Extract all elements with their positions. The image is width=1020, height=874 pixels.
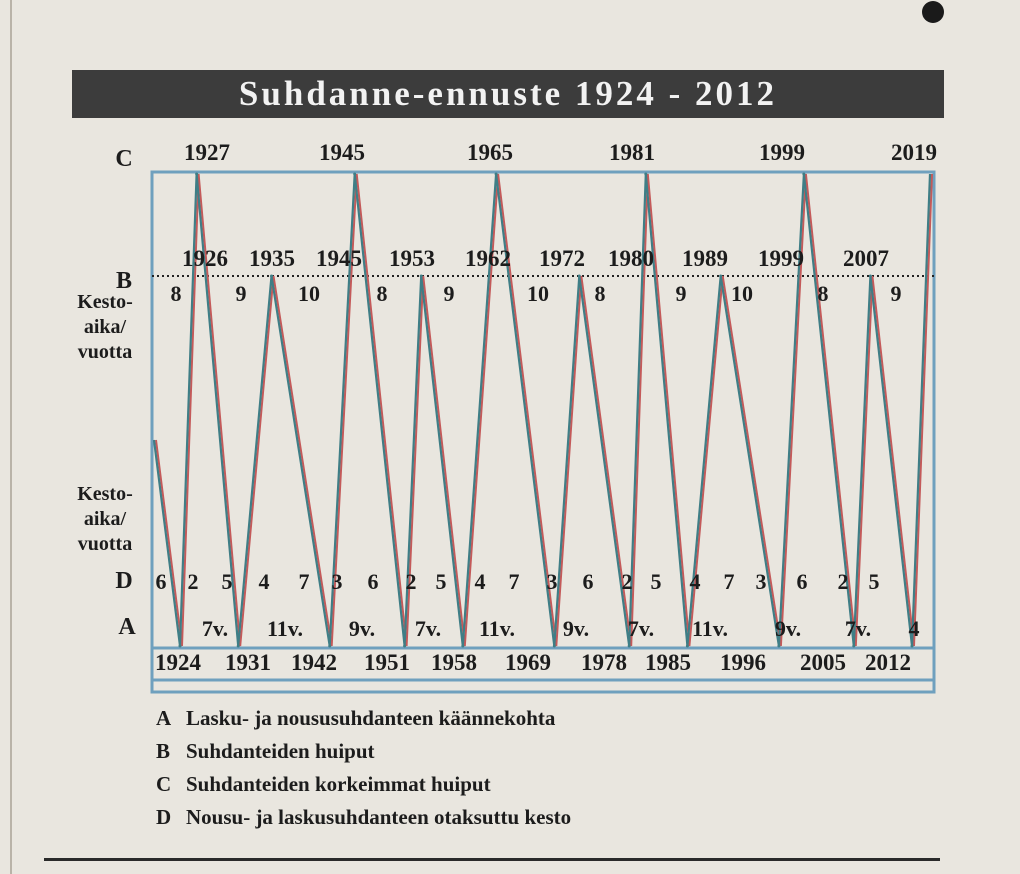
b-peak-label: 1989: [682, 246, 728, 271]
d-duration-label: 6: [155, 569, 167, 594]
a-interval-label: 7v.: [201, 616, 229, 641]
b-peak-label: 1980: [608, 246, 654, 271]
d-duration-label: 5: [650, 569, 662, 594]
legend-item-a: [156, 702, 571, 735]
turning-point-1969-a: [553, 645, 556, 648]
d-duration-label: 3: [546, 569, 558, 594]
d-duration-label: 4: [689, 569, 701, 594]
bottom-rule: [44, 858, 940, 861]
turning-point-1926-c: [195, 173, 198, 176]
legend-key: A: [156, 706, 172, 730]
d-duration-label: 6: [582, 569, 594, 594]
legend-key: C: [156, 772, 172, 796]
b-duration-label: 10: [298, 281, 320, 306]
d-duration-label: 7: [508, 569, 520, 594]
legend: [156, 702, 571, 834]
a-interval-label: 11v.: [266, 616, 304, 641]
x-axis-year-label: 2012: [865, 650, 911, 675]
d-duration-label: 5: [221, 569, 233, 594]
d-duration-label: 3: [331, 569, 343, 594]
turning-point-1958-a: [461, 645, 464, 648]
b-peak-label: 1953: [389, 246, 435, 271]
d-duration-label: 4: [474, 569, 486, 594]
legend-text: Nousu- ja laskusuhdanteen otaksuttu kesto: [186, 805, 572, 829]
row-label-a: A: [118, 614, 136, 640]
x-axis-year-label: 1924: [155, 650, 201, 675]
kesto-label-lower: vuotta: [77, 533, 133, 555]
b-peak-label: 1935: [249, 246, 295, 271]
turning-point-1945-c: [353, 173, 356, 176]
legend-text: Suhdanteiden korkeimmat huiput: [186, 772, 491, 796]
turning-point-2005-a: [852, 645, 855, 648]
turning-point-1978-a: [628, 645, 631, 648]
b-duration-label: 8: [376, 281, 388, 306]
row-label-d: D: [115, 568, 133, 594]
turning-point-2012-a: [911, 645, 914, 648]
kesto-label-lower: aika/: [83, 508, 127, 530]
d-duration-label: 4: [258, 569, 270, 594]
a-interval-label: 9v.: [774, 616, 802, 641]
d-duration-label: 7: [723, 569, 735, 594]
kesto-label-upper: vuotta: [77, 341, 133, 363]
b-peak-label: 1945: [316, 246, 362, 271]
turning-point-1972-b: [578, 275, 581, 278]
turning-point-1931-a: [237, 645, 240, 648]
turning-point-1935-b: [270, 275, 273, 278]
b-duration-label: 9: [443, 281, 455, 306]
c-peak-label: 1965: [467, 140, 513, 165]
x-axis-year-label: 1985: [645, 650, 691, 675]
x-axis-year-label: 1996: [720, 650, 766, 675]
b-duration-label: 10: [731, 281, 753, 306]
a-interval-label: 7v.: [627, 616, 655, 641]
kesto-label-upper: Kesto-: [77, 291, 133, 313]
x-axis-year-label: 1931: [225, 650, 271, 675]
b-peak-label: 1962: [465, 246, 511, 271]
turning-point-2007-b: [869, 275, 872, 278]
d-duration-label: 5: [868, 569, 880, 594]
a-interval-label: 9v.: [348, 616, 376, 641]
a-interval-label: 4: [908, 616, 920, 641]
legend-text: Suhdanteiden huiput: [186, 739, 375, 763]
d-duration-label: 2: [621, 569, 633, 594]
d-duration-label: 5: [435, 569, 447, 594]
b-peak-label: 1972: [539, 246, 585, 271]
legend-key: D: [156, 805, 172, 829]
turning-point-1953-b: [420, 275, 423, 278]
turning-point-1980-c: [644, 173, 647, 176]
b-peak-label: 1926: [182, 246, 228, 271]
turning-point-1996-a: [777, 645, 780, 648]
c-peak-label: 1945: [319, 140, 365, 165]
b-peak-label: 1999: [758, 246, 804, 271]
x-axis-year-label: 1969: [505, 650, 551, 675]
legend-item-c: [156, 768, 571, 801]
a-interval-label: 7v.: [844, 616, 872, 641]
d-duration-label: 2: [405, 569, 417, 594]
turning-point-1985-a: [686, 645, 689, 648]
chart-title: Suhdanne-ennuste 1924 - 2012: [238, 74, 778, 113]
row-label-b: B: [115, 268, 133, 294]
d-duration-label: 2: [837, 569, 849, 594]
x-axis-year-label: 1942: [291, 650, 337, 675]
d-duration-label: 3: [755, 569, 767, 594]
x-axis-year-label: 1958: [431, 650, 477, 675]
legend-text: Lasku- ja noususuhdanteen käännekohta: [186, 706, 556, 730]
a-interval-label: 11v.: [478, 616, 516, 641]
row-label-c: C: [115, 146, 133, 172]
legend-key: B: [156, 739, 171, 763]
d-duration-label: 6: [367, 569, 379, 594]
d-duration-label: 6: [796, 569, 808, 594]
turning-point-1989-b: [719, 275, 722, 278]
d-duration-label: 7: [298, 569, 310, 594]
d-duration-label: 2: [187, 569, 199, 594]
kesto-label-upper: aika/: [83, 316, 127, 338]
cycle-line-shadow: [156, 174, 932, 646]
b-duration-label: 8: [170, 281, 182, 306]
c-peak-label: 1981: [609, 140, 655, 165]
turning-point-1962-c: [495, 173, 498, 176]
turning-point-1924-a: [179, 645, 182, 648]
b-peak-label: 2007: [843, 246, 889, 271]
a-interval-label: 7v.: [414, 616, 442, 641]
legend-item-b: [156, 735, 571, 768]
legend-item-d: [156, 801, 571, 834]
b-duration-label: 9: [675, 281, 687, 306]
turning-point-1999-c: [802, 173, 805, 176]
x-axis-year-label: 1951: [364, 650, 410, 675]
c-peak-label: 2019: [891, 140, 937, 165]
kesto-label-lower: Kesto-: [77, 483, 133, 505]
b-duration-label: 8: [594, 281, 606, 306]
b-duration-label: 8: [817, 281, 829, 306]
a-interval-label: 11v.: [691, 616, 729, 641]
x-axis-year-label: 2005: [800, 650, 846, 675]
b-duration-label: 9: [890, 281, 902, 306]
a-interval-label: 9v.: [562, 616, 590, 641]
turning-point-1942-a: [328, 645, 331, 648]
b-duration-label: 10: [527, 281, 549, 306]
turning-point-1951-a: [403, 645, 406, 648]
c-peak-label: 1927: [184, 140, 230, 165]
x-axis-year-label: 1978: [581, 650, 627, 675]
c-peak-label: 1999: [759, 140, 805, 165]
b-duration-label: 9: [235, 281, 247, 306]
